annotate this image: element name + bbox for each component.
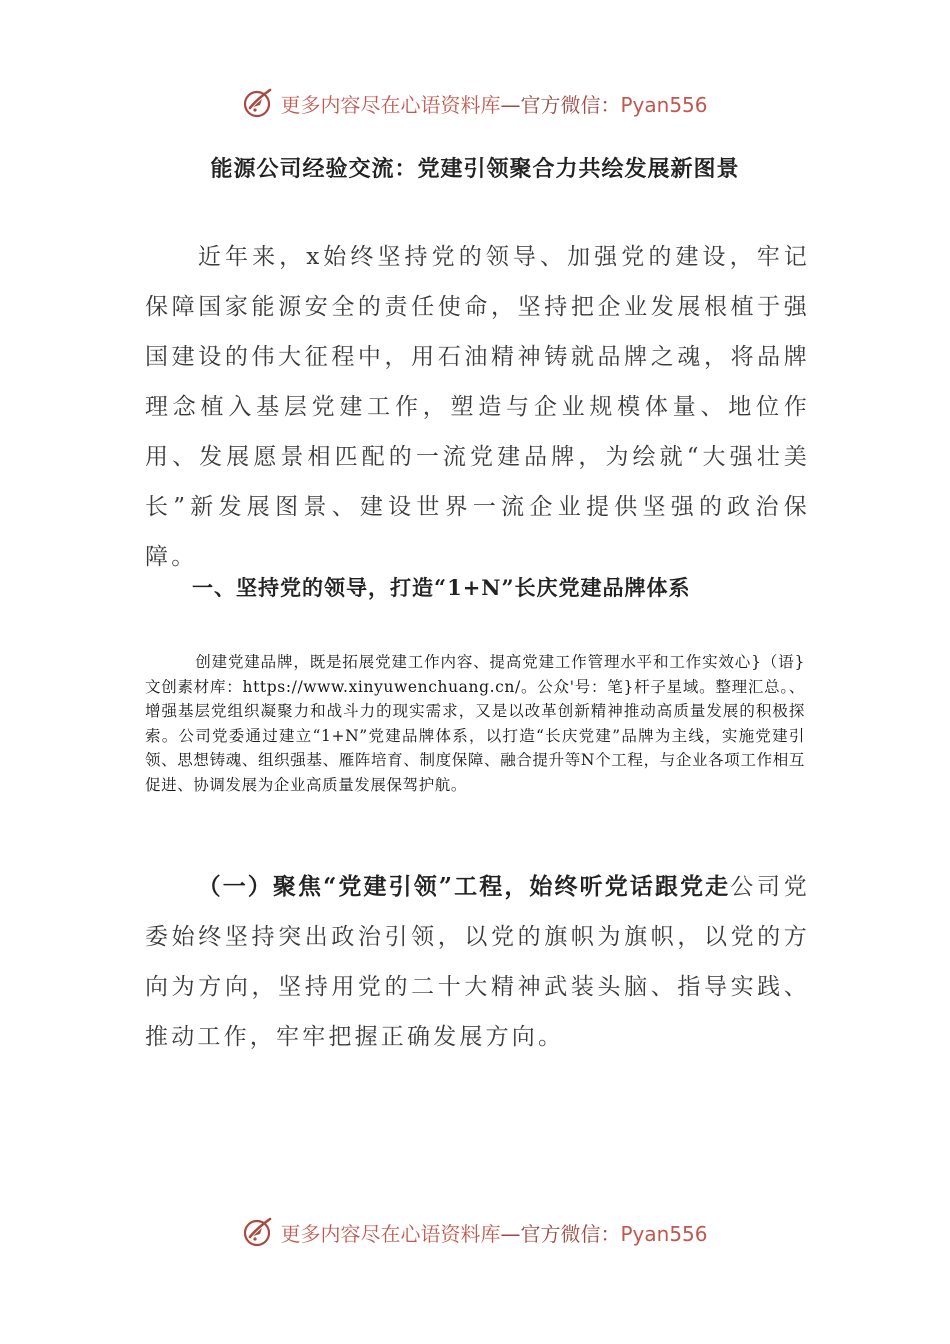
subsection-paragraph	[145, 862, 810, 1062]
watermark-text: 更多内容尽在心语资料库—官方微信：Pyan556	[280, 92, 708, 117]
document-title: 能源公司经验交流：党建引领聚合力共绘发展新图景	[210, 156, 740, 182]
watermark-text: 更多内容尽在心语资料库—官方微信：Pyan556	[280, 1221, 708, 1246]
pen-circle-logo-icon	[242, 86, 276, 120]
subsection-paragraph-text: 公司党委始终坚持突出政治引领，以党的旗帜为旗帜，以党的方向为方向，坚持用党的二十大精神武装头脑、指导实践、推动工作，牢牢把握正确发展方向。	[145, 874, 810, 1050]
watermark-header	[0, 83, 950, 123]
section-heading: 一、坚持党的领导，打造“1+N”长庆党建品牌体系	[192, 575, 691, 600]
section-paragraph-text: 创建党建品牌，既是拓展党建工作内容、提高党建工作管理水平和工作实效心}（语}文创素材库：https://www.xinyuwenchuang.cn/。公众'号：笔}杆子星域。整理汇总。、增强基层党组织凝聚力和战斗力的现实需求，又是以改革创新精神推动高质量发展的积极探索。公司党委通过建立“1+N”党建品牌体系，以打造“长庆党建”品牌为主线，实施党建引领、思想铸魂、组织强基、雁阵培育、制度保障、融合提升等N个工程，与企业各项工作相互促进、协调发展为企业高质量发展保驾护航。	[145, 653, 805, 794]
intro-paragraph	[145, 232, 810, 582]
intro-paragraph-text: 近年来，x始终坚持党的领导、加强党的建设，牢记保障国家能源安全的责任使命，坚持把企业发展根植于强国建设的伟大征程中，用石油精神铸就品牌之魂，将品牌理念植入基层党建工作，塑造与企业规模体量、地位作用、发展愿景相匹配的一流党建品牌，为绘就“大强壮美长”新发展图景、建设世界一流企业提供坚强的政治保障。	[145, 244, 810, 570]
watermark-footer	[0, 1212, 950, 1252]
subsection-heading: （一）聚焦“党建引领”工程，始终听党话跟党走	[197, 873, 731, 900]
pen-circle-logo-icon	[242, 1215, 276, 1249]
section-paragraph	[145, 650, 805, 797]
